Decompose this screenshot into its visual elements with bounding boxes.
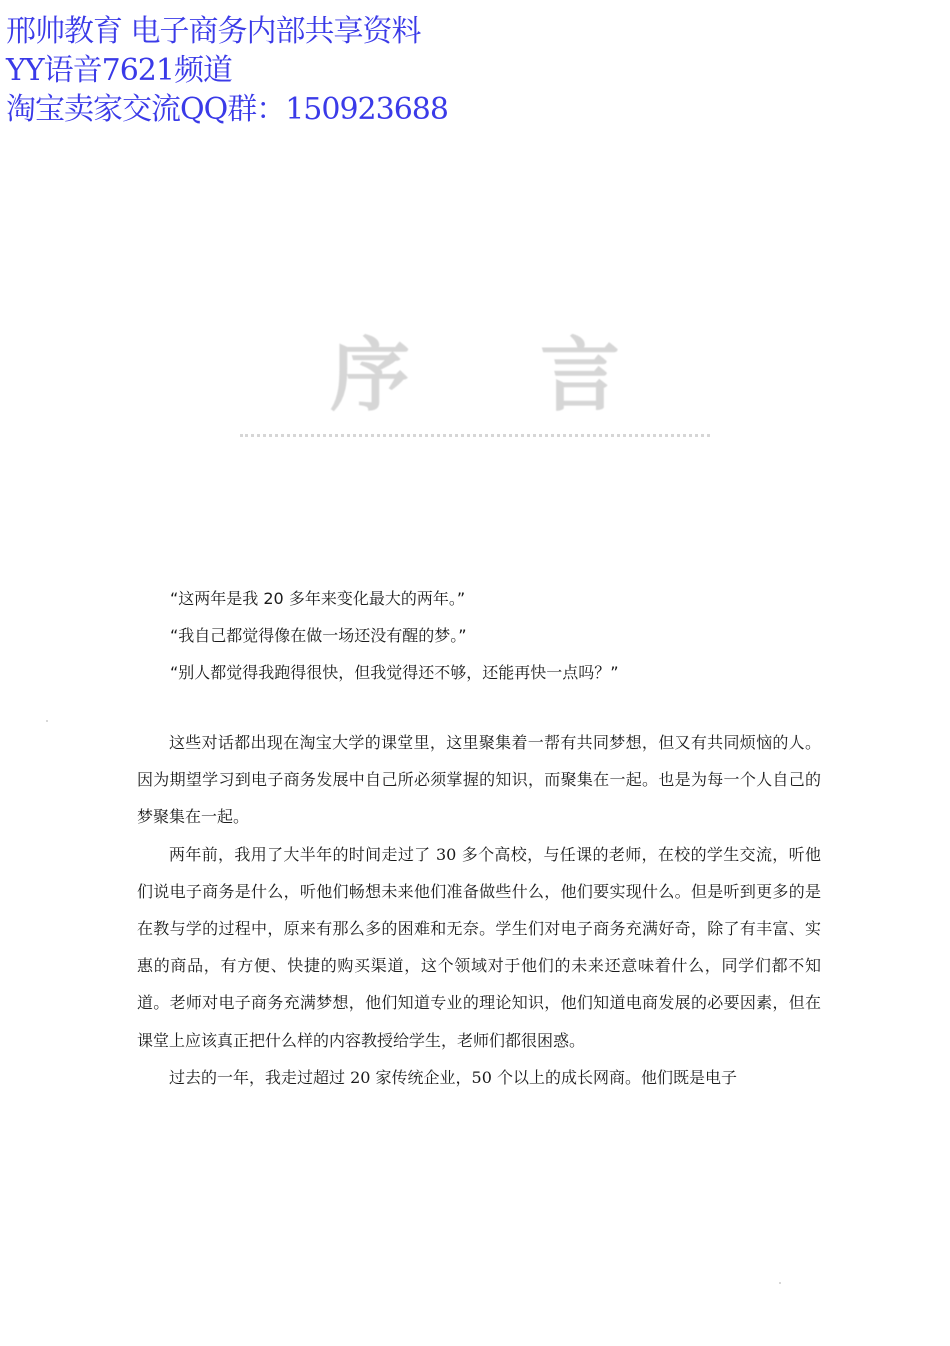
paragraph: 过去的一年，我走过超过 20 家传统企业，50 个以上的成长网商。他们既是电子 (169, 1067, 737, 1087)
paragraph: 两年前，我用了大半年的时间走过了 30 多个高校，与任课的老师，在校的学生交流，听他们说电子商务是什么，听他们畅想未来他们准备做些什么，他们要实现什么。但是听到更多的是在教与学的过程中，原来有那么多的困难和无奈。学生们对电子商务充满好奇，除了有丰富、实惠的商品，有方便、快捷的购买渠道，这个领域对于他们的未来还意味着什么，同学们都不知道。老师对电子商务充满梦想，他们知道专业的理论知识，他们知道电商发展的必要因素，但在课堂上应该真正把什么样的内容教授给学生，老师们都很困惑。 (137, 844, 821, 1050)
scan-speck (46, 720, 48, 722)
quote-line: “别人都觉得我跑得很快，但我觉得还不够，还能再快一点吗？” (170, 663, 619, 682)
title-char-1: 序 (330, 327, 410, 422)
title-char-2: 言 (540, 327, 620, 422)
paragraph: 这些对话都出现在淘宝大学的课堂里，这里聚集着一帮有共同梦想，但又有共同烦恼的人。因为期望学习到电子商务发展中自己所必须掌握的知识，而聚集在一起。也是为每一个人自己的梦聚集在一起。 (137, 733, 821, 827)
body-text (137, 724, 821, 1096)
page-title (330, 318, 620, 422)
watermark-line-1: 邢帅教育 电子商务内部共享资料 (6, 14, 421, 49)
quote-line: “我自己都觉得像在做一场还没有醒的梦。” (170, 626, 467, 645)
watermark (6, 12, 448, 129)
watermark-line-3: 淘宝卖家交流QQ群：150923688 (6, 92, 448, 127)
opening-quotes (170, 580, 619, 691)
quote-line: “这两年是我 20 多年来变化最大的两年。” (170, 589, 466, 608)
title-divider (240, 434, 710, 437)
scan-speck (779, 1282, 781, 1284)
watermark-line-2: YY语音7621频道 (6, 53, 232, 88)
